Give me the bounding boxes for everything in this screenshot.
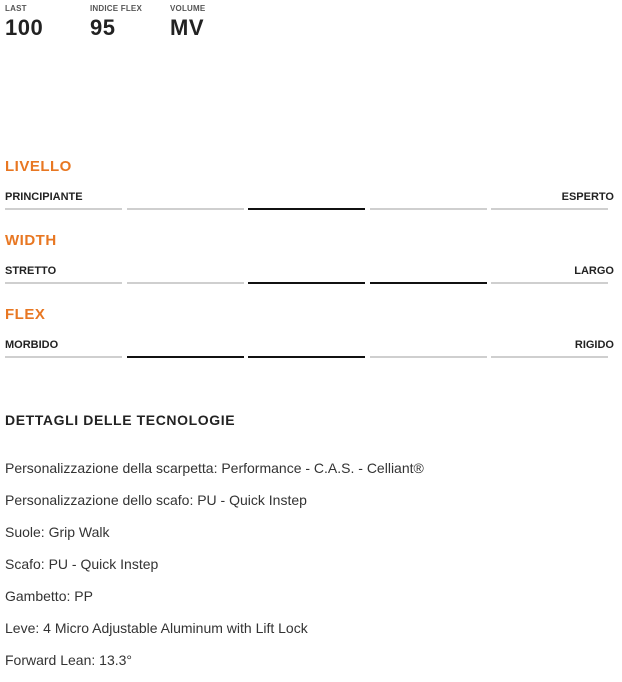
scale-bar xyxy=(5,208,614,211)
scale-bar xyxy=(5,356,614,359)
spec-label: VOLUME xyxy=(170,4,206,13)
spec-flex-index xyxy=(90,4,170,41)
scale-segment-active xyxy=(127,356,244,358)
scale-max-label: LARGO xyxy=(574,265,614,277)
spec-summary xyxy=(5,4,205,41)
list-item: Forward Lean: 13.3° xyxy=(5,652,133,668)
spec-last xyxy=(5,4,90,41)
scale-segment xyxy=(127,282,244,284)
scale-segment-active xyxy=(248,356,365,358)
scale-segment xyxy=(5,208,122,210)
scale-labels xyxy=(5,189,614,205)
scale-max-label: RIGIDO xyxy=(574,339,614,351)
scale-segment-active xyxy=(248,282,365,284)
list-item: Leve: 4 Micro Adjustable Aluminum with Lift Lock xyxy=(5,620,308,636)
scale-labels xyxy=(5,263,614,279)
scale-min-label: MORBIDO xyxy=(5,339,59,351)
list-item: Suole: Grip Walk xyxy=(5,524,110,540)
scale-segment xyxy=(491,356,608,358)
list-item: Personalizzazione dello scafo: PU - Quick Instep xyxy=(5,492,307,508)
scale-flex xyxy=(5,305,614,353)
scale-segment xyxy=(491,208,608,210)
scale-segment xyxy=(127,208,244,210)
scale-livello xyxy=(5,157,614,205)
scale-segment xyxy=(5,282,122,284)
scale-title: WIDTH xyxy=(5,232,57,249)
scale-segment-active xyxy=(248,208,365,210)
tech-details-list xyxy=(5,458,424,682)
list-item: Personalizzazione della scarpetta: Performance - C.A.S. - Celliant® xyxy=(5,460,424,476)
spec-label: INDICE FLEX xyxy=(90,4,142,13)
scale-title: LIVELLO xyxy=(5,158,72,175)
scale-segment xyxy=(370,208,487,210)
scale-min-label: PRINCIPIANTE xyxy=(5,191,83,203)
scale-bar xyxy=(5,282,614,285)
spec-value: MV xyxy=(170,15,204,40)
spec-value: 100 xyxy=(5,15,44,40)
list-item: Scafo: PU - Quick Instep xyxy=(5,556,159,572)
scale-segment-active xyxy=(370,282,487,284)
scale-width xyxy=(5,231,614,279)
scale-max-label: ESPERTO xyxy=(561,191,614,203)
spec-label: LAST xyxy=(5,4,27,13)
scale-title: FLEX xyxy=(5,306,46,323)
spec-value: 95 xyxy=(90,15,116,40)
tech-details-heading: DETTAGLI DELLE TECNOLOGIE xyxy=(5,412,236,428)
list-item: Gambetto: PP xyxy=(5,588,93,604)
scale-min-label: STRETTO xyxy=(5,265,57,277)
scale-labels xyxy=(5,337,614,353)
scale-segment xyxy=(491,282,608,284)
scale-segment xyxy=(5,356,122,358)
spec-volume xyxy=(170,4,205,41)
scale-segment xyxy=(370,356,487,358)
